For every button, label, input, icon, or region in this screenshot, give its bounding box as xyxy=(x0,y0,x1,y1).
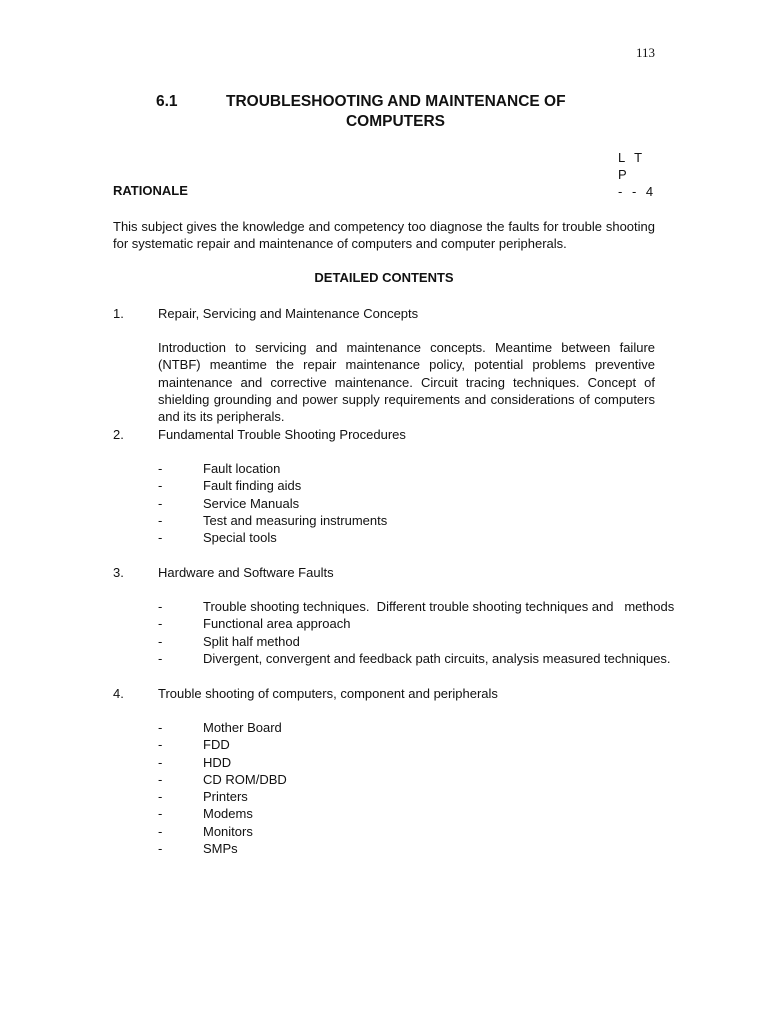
list-item: - Divergent, convergent and feedback path circuits, analysis measured techniques. xyxy=(158,650,671,666)
rationale-text: This subject gives the knowledge and competency too diagnose the faults for trouble shooting for systematic repair and maintenance of computers and computer peripherals. xyxy=(113,219,655,251)
bullet-dash: - xyxy=(158,720,163,735)
section-number: 3. xyxy=(113,565,124,580)
list-item: - Fault finding aids xyxy=(158,478,302,494)
list-item: - CD ROM/DBD xyxy=(158,771,287,787)
detailed-contents-heading: DETAILED CONTENTS xyxy=(314,270,454,285)
section-1-paragraph: Introduction to servicing and maintenance concepts. Meantime between failure (NTBF) meantime the repair maintenance policy, potential problems preventive maintenance and corrective maintenance. Circuit tracing techniques. Concept of shielding grounding and power supply requirements and considerations of computers and its its peripherals. xyxy=(158,340,655,425)
list-item: - Mother Board xyxy=(158,720,282,735)
list-item: - Monitors xyxy=(158,823,253,839)
bullet-dash: - xyxy=(158,754,163,770)
bullet-dash: - xyxy=(158,495,163,511)
section-heading: Trouble shooting of computers, component and peripherals xyxy=(158,686,498,701)
page-number: 113 xyxy=(635,45,655,60)
bullet-dash: - xyxy=(158,461,163,476)
title-line-2: COMPUTERS xyxy=(345,113,446,130)
bullet-dash: - xyxy=(158,512,163,528)
list-item: - Trouble shooting techniques. Different trouble shooting techniques and methods xyxy=(158,599,675,614)
list-item: - Service Manuals xyxy=(158,495,300,511)
bullet-dash: - xyxy=(158,806,163,822)
title-number: 6.1 xyxy=(156,93,178,110)
list-item: - HDD xyxy=(158,754,232,770)
bullet-dash: - xyxy=(158,633,163,649)
list-item: - Split half method xyxy=(158,633,300,649)
title-line-1: TROUBLESHOOTING AND MAINTENANCE OF xyxy=(226,93,566,110)
list-item: - Special tools xyxy=(158,530,277,546)
bullet-dash: - xyxy=(158,616,163,632)
list-item: - Printers xyxy=(158,789,248,805)
section-number: 2. xyxy=(113,427,124,442)
bullet-dash: - xyxy=(158,823,163,839)
section-number: 4. xyxy=(113,686,124,701)
section-2-list xyxy=(158,460,668,546)
bullet-dash: - xyxy=(158,650,163,666)
bullet-dash: - xyxy=(158,841,163,857)
bullet-dash: - xyxy=(158,771,163,787)
section-3-list xyxy=(158,598,675,667)
section-heading: Hardware and Software Faults xyxy=(158,565,334,580)
list-item: - Test and measuring instruments xyxy=(158,512,388,528)
ltp-values: - - 4 xyxy=(618,184,657,199)
list-item: - FDD xyxy=(158,737,230,753)
bullet-dash: - xyxy=(158,530,163,546)
list-item: - Functional area approach xyxy=(158,616,351,632)
section-4-list xyxy=(158,719,668,857)
list-item: - Modems xyxy=(158,806,253,822)
section-heading: Repair, Servicing and Maintenance Concepts xyxy=(158,306,419,321)
ltp-header: L T P xyxy=(618,150,645,182)
list-item: - SMPs xyxy=(158,841,238,857)
section-number: 1. xyxy=(113,306,124,321)
bullet-dash: - xyxy=(158,737,163,753)
bullet-dash: - xyxy=(158,478,163,494)
rationale-heading: RATIONALE xyxy=(113,183,188,198)
section-heading: Fundamental Trouble Shooting Procedures xyxy=(158,427,406,442)
bullet-dash: - xyxy=(158,599,163,614)
list-item: - Fault location xyxy=(158,461,281,476)
bullet-dash: - xyxy=(158,789,163,805)
ltp-block xyxy=(618,149,658,200)
